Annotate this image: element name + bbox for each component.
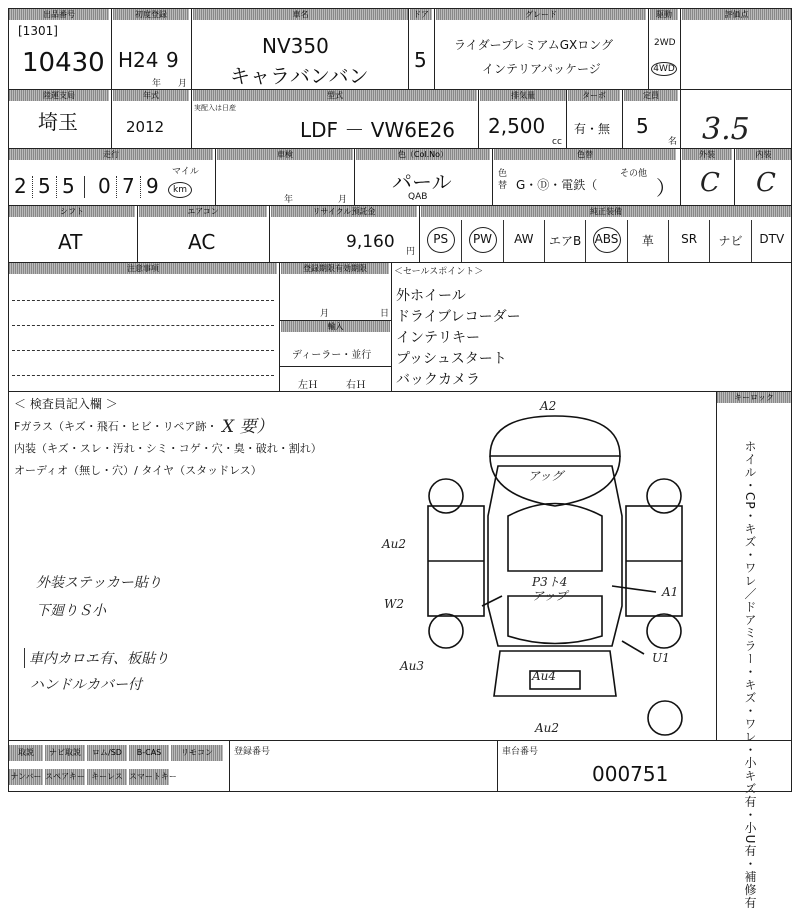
car-name-2: キャラバンバン xyxy=(230,64,369,88)
door-header: ドア xyxy=(410,9,432,20)
color-change: 色替 xyxy=(498,169,508,191)
equip-circle xyxy=(469,227,497,253)
region-header: 陸運支局 xyxy=(9,90,109,101)
lot-number: 10430 xyxy=(22,48,105,78)
recycle-header: リサイクル預託金 xyxy=(271,206,417,217)
glass-mark: X 要） xyxy=(222,417,274,437)
leader-line xyxy=(482,596,502,606)
paint-options: G・Ⓓ・電鉄（ xyxy=(516,178,598,192)
grade-line-1: ライダープレミアムGXロング xyxy=(454,38,614,52)
mark-label: U1 xyxy=(652,651,670,665)
small-note: 実配入は日産 xyxy=(194,104,236,112)
divider xyxy=(354,148,355,206)
note-line xyxy=(12,325,274,326)
grade-line-2: インテリアパッケージ xyxy=(482,62,601,76)
dealer-option: ディーラー・並行 xyxy=(292,350,372,361)
note-line xyxy=(12,375,274,376)
wheel-rear-left xyxy=(429,614,463,648)
seats-header: 定員 xyxy=(624,90,678,101)
mileage-header: 走行 xyxy=(9,149,213,160)
ac-header: エアコン xyxy=(139,206,267,217)
equip-cell xyxy=(668,220,709,263)
note-line xyxy=(12,300,274,301)
year-unit: 年 xyxy=(152,79,162,89)
equip-header: 純正装備 xyxy=(421,206,791,217)
equip-cell xyxy=(627,220,668,263)
mark-label: Au3 xyxy=(400,659,425,673)
divider xyxy=(622,89,623,149)
equip-label: ABS xyxy=(594,232,619,246)
year-header: 初度登録 xyxy=(113,9,189,20)
mark-label: Au2 xyxy=(382,537,407,551)
month-value: 9 xyxy=(166,48,179,72)
handwritten-note: ハンドルカバー付 xyxy=(30,677,142,693)
glass-line: Fガラス（キズ・飛石・ヒビ・リペア跡・ xyxy=(14,420,218,433)
region-value: 埼玉 xyxy=(38,110,78,134)
ext-header: 外装 xyxy=(682,149,732,160)
mark-label: アッグ xyxy=(528,469,564,483)
divider xyxy=(280,366,391,367)
acc-label: キーレス xyxy=(87,769,127,785)
mileage-digit: 0 xyxy=(98,174,111,198)
month-unit: 月 xyxy=(178,79,188,89)
digit-sep xyxy=(116,176,117,198)
acc-label: 取説 xyxy=(9,745,43,761)
mark-label: P3ト4 xyxy=(532,575,568,589)
seats-value: 5 xyxy=(636,114,649,138)
divider xyxy=(434,8,435,90)
ext-grade: C xyxy=(700,168,720,198)
reg-day: 日 xyxy=(380,309,390,319)
accessory-grid xyxy=(9,741,227,791)
mark-label: A2 xyxy=(540,399,557,413)
acc-label: リモコン xyxy=(171,745,223,761)
divider xyxy=(648,8,649,90)
import-header: 輸入 xyxy=(281,321,390,332)
audio-line: オーディオ（無し・穴）/ タイヤ（スタッドレス） xyxy=(14,464,262,477)
ac-value: AC xyxy=(188,230,216,254)
shift-value: AT xyxy=(58,230,83,254)
color-code: QAB xyxy=(408,192,428,202)
mark-label: W2 xyxy=(384,597,404,611)
divider xyxy=(191,8,192,90)
cc-value: 2,500 xyxy=(488,114,546,138)
equip-label: 革 xyxy=(641,234,654,248)
equip-cell xyxy=(461,220,502,263)
notes-header: 注意事項 xyxy=(9,263,277,274)
car-name-1: NV350 xyxy=(262,34,329,58)
handwritten-note: 下廻りＳ小 xyxy=(36,603,106,619)
acc-label: スペアキー xyxy=(45,769,85,785)
rear-window-shape xyxy=(508,596,602,644)
divider xyxy=(680,148,681,206)
mileage-digit: 2 xyxy=(14,174,27,198)
left-hand: 左Ｈ xyxy=(298,380,318,391)
divider xyxy=(680,8,681,90)
mile-label: マイル xyxy=(172,167,199,177)
divider xyxy=(215,148,216,206)
equip-label: AW xyxy=(514,232,534,246)
car-diagram xyxy=(380,396,710,741)
turbo-header: ターボ xyxy=(568,90,620,101)
legend-divider xyxy=(716,391,717,741)
legend-text: ホイル・CP・キズ・ワレ／ドアミラー・キズ・ワレ・小キズ有・小U有・補修有 xyxy=(743,440,757,909)
era-value: H24 xyxy=(118,48,159,72)
seats-unit: 名 xyxy=(668,137,678,147)
door-count: 5 xyxy=(414,48,427,72)
mark-label: Au2 xyxy=(535,721,560,735)
divider xyxy=(191,89,192,149)
color-value: パール xyxy=(392,170,452,194)
mark-label: A1 xyxy=(662,585,679,599)
turbo-value: 有・無 xyxy=(574,122,611,136)
equip-cell xyxy=(544,220,585,263)
equip-label: ナビ xyxy=(718,234,743,248)
cc-header: 排気量 xyxy=(480,90,566,101)
mileage-digit: 5 xyxy=(38,174,51,198)
equip-circle xyxy=(593,227,621,253)
type-header: 型式 xyxy=(193,90,477,101)
right-hand: 右Ｈ xyxy=(346,380,366,391)
change-header: 色替 xyxy=(494,149,676,160)
grade-header: グレード xyxy=(436,9,646,20)
note-line xyxy=(12,350,274,351)
paint-other: その他 xyxy=(620,169,648,179)
int-grade: C xyxy=(756,168,776,198)
recycle-unit: 円 xyxy=(406,247,416,257)
lot-header: 出品番号 xyxy=(9,9,109,20)
mileage-digit: 5 xyxy=(62,174,75,198)
digit-sep xyxy=(84,176,85,198)
paint-close: ） xyxy=(656,176,676,200)
digit-sep xyxy=(56,176,57,198)
equip-cell xyxy=(709,220,750,263)
sales-point: プッシュスタート xyxy=(396,351,507,367)
model-year-value: 2012 xyxy=(126,118,165,136)
mark-label: Au4 xyxy=(532,669,557,683)
mileage-digit: 7 xyxy=(122,174,135,198)
sales-header: ＜セールスポイント＞ xyxy=(394,267,484,277)
divider xyxy=(391,262,392,392)
lot-ref: [1301] xyxy=(18,24,58,38)
km-label: km xyxy=(168,182,192,198)
drive-2wd: 2WD xyxy=(654,38,676,48)
inspect-year: 年 xyxy=(284,195,294,205)
int-header: 内装 xyxy=(736,149,791,160)
sales-point: インテリキー xyxy=(396,330,480,346)
spare-wheel xyxy=(648,701,682,735)
digit-sep xyxy=(32,176,33,198)
divider xyxy=(680,89,681,149)
cc-unit: cc xyxy=(552,137,562,147)
divider xyxy=(269,205,270,263)
chassis-header: 車台番号 xyxy=(502,747,539,757)
inspection-title: ＜ 検査員記入欄 ＞ xyxy=(14,397,118,411)
leader-line xyxy=(622,641,644,654)
equip-cell xyxy=(503,220,544,263)
divider xyxy=(137,205,138,263)
drive-4wd: 4WD xyxy=(651,62,677,76)
drive-header: 駆動 xyxy=(650,9,678,20)
sales-point: 外ホイール xyxy=(396,288,466,304)
equip-label: PS xyxy=(433,232,449,246)
reg-number-header: 登録番号 xyxy=(234,747,271,757)
score-header: 評価点 xyxy=(682,9,791,20)
divider xyxy=(279,262,280,392)
reg-header: 登録期限有効期限 xyxy=(281,263,389,274)
equip-cell xyxy=(751,220,792,263)
acc-label: B-CAS xyxy=(129,745,169,761)
model-year-header: 年式 xyxy=(113,90,189,101)
acc-label: ナビ取説 xyxy=(45,745,85,761)
digit-sep xyxy=(140,176,141,198)
wheel-rear-right xyxy=(647,614,681,648)
recycle-value: 9,160 xyxy=(346,232,395,252)
shift-header: シフト xyxy=(9,206,135,217)
mileage-digit: 9 xyxy=(146,174,159,198)
equip-label: SR xyxy=(681,232,698,246)
acc-label: スマートキー xyxy=(129,769,169,785)
equip-label: エアB xyxy=(549,234,582,248)
divider xyxy=(111,8,112,90)
key-lock-label: キーロック xyxy=(717,392,791,403)
leader-line xyxy=(612,586,656,592)
color-header: 色（Col.No） xyxy=(356,149,490,160)
interior-line: 内装（キズ・スレ・汚れ・シミ・コゲ・穴・臭・破れ・割れ） xyxy=(14,442,322,455)
chassis-number: 000751 xyxy=(592,762,669,786)
acc-label: ロム/SD xyxy=(87,745,127,761)
handwritten-note: 車内カロエ有、板貼り xyxy=(24,648,169,668)
divider xyxy=(566,89,567,149)
name-header: 車名 xyxy=(193,9,408,20)
divider xyxy=(497,740,498,792)
divider xyxy=(734,148,735,206)
inspect-month: 月 xyxy=(338,195,348,205)
inspect-header: 車検 xyxy=(217,149,353,160)
handwritten-note: 外装ステッカー貼り xyxy=(36,575,162,591)
sales-point: バックカメラ xyxy=(396,372,480,388)
divider xyxy=(111,89,112,149)
equip-label: DTV xyxy=(759,232,785,246)
equip-cell xyxy=(420,220,461,263)
equip-cell xyxy=(585,220,626,263)
front-bumper-shape xyxy=(490,416,620,456)
type-value: LDF － VW6E26 xyxy=(300,118,456,142)
windshield-shape xyxy=(508,504,602,572)
divider xyxy=(492,148,493,206)
mark-label: アップ xyxy=(532,589,568,603)
divider xyxy=(478,89,479,149)
acc-label: ナンバー xyxy=(9,769,43,785)
divider xyxy=(229,740,230,792)
score-value: 3.5 xyxy=(702,112,750,147)
wheel-front-right xyxy=(647,479,681,513)
wheel-front-left xyxy=(429,479,463,513)
equip-label: PW xyxy=(472,232,493,246)
reg-month: 月 xyxy=(320,309,330,319)
sales-point: ドライブレコーダー xyxy=(396,309,521,325)
divider xyxy=(408,8,409,90)
equipment-row xyxy=(420,220,792,263)
equip-circle xyxy=(427,227,455,253)
